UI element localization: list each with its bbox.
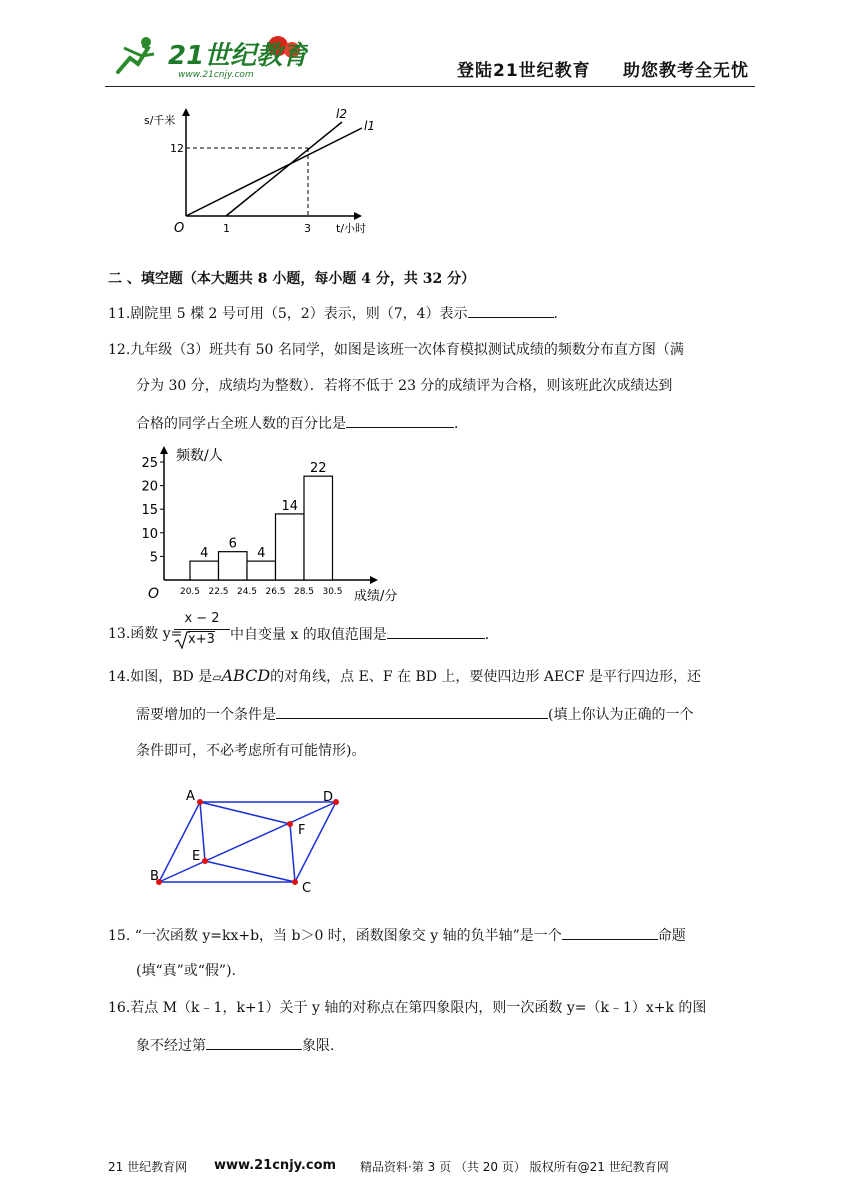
q13-suffix-wrap: [230, 624, 499, 645]
parallelogram-icon: ▱: [212, 670, 222, 684]
q12-line2: 分为 30 分，成绩均为整数）．若将不低于 23 分的成绩评为合格，则该班此次成绩达到: [136, 378, 673, 394]
q14-line2: [136, 704, 693, 725]
logo-graphic: [108, 28, 308, 80]
q14-line1: [108, 666, 701, 687]
point-A: [197, 799, 203, 805]
q12-answer-blank[interactable]: [346, 413, 454, 428]
q11-answer-blank[interactable]: [468, 303, 554, 318]
header-slogan-right: 助您教考全无忧: [623, 61, 749, 81]
q12-end: ．: [454, 416, 468, 432]
fig1-line-l1: [186, 128, 362, 216]
label-D: D: [323, 790, 334, 805]
segment-FC: [290, 824, 295, 882]
q13-suffix: 中自变量 x 的取值范围是: [230, 627, 387, 643]
q16-line1: 16.若点 M（k﹣1，k+1）关于 y 轴的对称点在第四象限内，则一次函数 y=（k﹣1）x+k 的图: [108, 1000, 707, 1016]
hist-y-tick-label: 20: [141, 479, 158, 495]
q13-prefix: 13.函数 y=: [108, 626, 183, 642]
q12-line1: 12.九年级（3）班共有 50 名同学，如图是该班一次体育模拟测试成绩的频数分布直方图（满: [108, 342, 684, 358]
logo-text: 21世纪教育: [168, 41, 308, 71]
q15-line1: [108, 925, 686, 946]
hist-y-arrow: [160, 446, 168, 454]
q16-line2-suffix: 象限.: [302, 1038, 335, 1054]
hist-x-tick-label: 30.5: [322, 587, 343, 597]
fig1-label-l1: l1: [364, 119, 375, 133]
hist-x-tick-label: 28.5: [293, 587, 315, 597]
label-E: E: [192, 849, 201, 864]
hist-x-arrow: [370, 576, 378, 584]
header-divider: [105, 86, 755, 87]
fig1-line-l2: [226, 122, 342, 216]
hist-y-tick-label: 25: [141, 456, 158, 471]
site-logo: [108, 28, 308, 84]
hist-y-tick-label: 5: [149, 550, 158, 566]
hist-x-tick-label: 26.5: [265, 587, 286, 597]
point-F: [287, 821, 293, 827]
hist-origin: O: [148, 586, 160, 602]
question-13: [108, 624, 182, 644]
point-D: [333, 799, 339, 805]
q13-denominator: x+3: [188, 632, 215, 647]
hist-y-label: 频数/人: [176, 448, 223, 464]
hist-bar-label: 4: [200, 546, 209, 562]
footer-url[interactable]: www.21cnjy.com: [214, 1158, 337, 1173]
fig1-y-label: s/千米: [144, 114, 176, 127]
fig1-x-arrow: [354, 212, 362, 220]
frequency-histogram: [132, 440, 402, 610]
q14-line2-suffix: (填上你认为正确的一个: [548, 707, 694, 723]
q15-line1-prefix: 15. “一次函数 y=kx+b，当 b＞0 时，函数图象交 y 轴的负半轴”是一个: [108, 928, 562, 944]
label-C: C: [302, 881, 312, 896]
point-C: [292, 879, 298, 885]
hist-bar: [219, 552, 248, 580]
fig1-origin: O: [174, 221, 185, 236]
footer-site: 21 世纪教育网: [108, 1160, 188, 1174]
fig1-x-tick-3: 3: [304, 222, 311, 235]
q16-line2-prefix: 象不经过第: [136, 1038, 206, 1054]
label-A: A: [186, 789, 195, 804]
q14-line2-prefix: 需要增加的一个条件是: [136, 707, 276, 723]
sqrt-icon: [174, 630, 190, 650]
header-slogan-left: 登陆21世纪教育: [457, 61, 591, 81]
hist-bar: [190, 561, 219, 580]
hist-x-tick-label: 20.5: [179, 587, 201, 597]
hist-bar: [304, 476, 333, 580]
segment-EC: [205, 861, 295, 882]
hist-bar: [276, 514, 305, 580]
q14-answer-blank[interactable]: [276, 704, 548, 719]
q14-line3: 条件即可，不必考虑所有可能情形)。: [136, 743, 366, 759]
footer-info: 精品资料·第 3 页 （共 20 页） 版权所有@21 世纪教育网: [360, 1160, 669, 1174]
q12-line3: 合格的同学占全班人数的百分比是: [136, 416, 346, 432]
distance-time-figure: [130, 100, 390, 250]
q14-para-name: ABCD: [221, 666, 271, 685]
q12-line3-wrap: [136, 413, 468, 434]
hist-y-tick-label: 15: [141, 503, 158, 519]
fig1-x-tick-1: 1: [223, 222, 230, 235]
hist-bar-label: 14: [281, 498, 299, 514]
segment-AF: [200, 802, 290, 824]
hist-bar-label: 22: [309, 461, 327, 477]
q13-denominator-wrap: [174, 630, 230, 650]
fig1-label-l2: l2: [336, 107, 347, 121]
q13-answer-blank[interactable]: [387, 624, 485, 639]
q16-line2: [136, 1035, 334, 1056]
logo-url: www.21cnjy.com: [178, 70, 254, 80]
hist-bar-label: 4: [257, 546, 266, 562]
q15-line2: (填“真”或“假”).: [136, 963, 237, 979]
fig1-y-tick: 12: [170, 142, 184, 155]
hist-x-label: 成绩/分: [354, 589, 398, 604]
q14-line1-prefix: 14.如图，BD 是: [108, 669, 213, 685]
q11-text: 11.剧院里 5 楪 2 号可用（5，2）表示，则（7，4）表示: [108, 306, 468, 322]
point-E: [202, 858, 208, 864]
label-B: B: [150, 869, 159, 884]
q11-end: .: [553, 306, 558, 322]
segment-AE: [200, 802, 205, 861]
hist-bar: [247, 561, 276, 580]
q16-answer-blank[interactable]: [206, 1035, 302, 1050]
question-11: [108, 303, 558, 324]
label-F: F: [298, 823, 306, 838]
q13-fraction: [174, 610, 230, 650]
section-title: 二 、填空题（本大题共 8 小题，每小题 4 分，共 32 分）: [108, 271, 476, 287]
q15-answer-blank[interactable]: [562, 925, 658, 940]
q13-numerator: x − 2: [184, 611, 220, 626]
parallelogram-figure: [140, 780, 370, 900]
hist-x-tick-label: 22.5: [208, 587, 229, 597]
fig1-x-label: t/小时: [336, 222, 367, 235]
hist-bar-label: 6: [228, 536, 237, 552]
q14-line1-suffix: 的对角线，点 E、F 在 BD 上，要使四边形 AECF 是平行四边形，还: [270, 669, 702, 685]
q13-end: ．: [484, 627, 499, 643]
q15-line1-suffix: 命题: [657, 928, 686, 944]
fig1-y-arrow: [182, 108, 190, 116]
hist-y-tick-label: 10: [141, 526, 158, 542]
hist-x-tick-label: 24.5: [236, 587, 258, 597]
